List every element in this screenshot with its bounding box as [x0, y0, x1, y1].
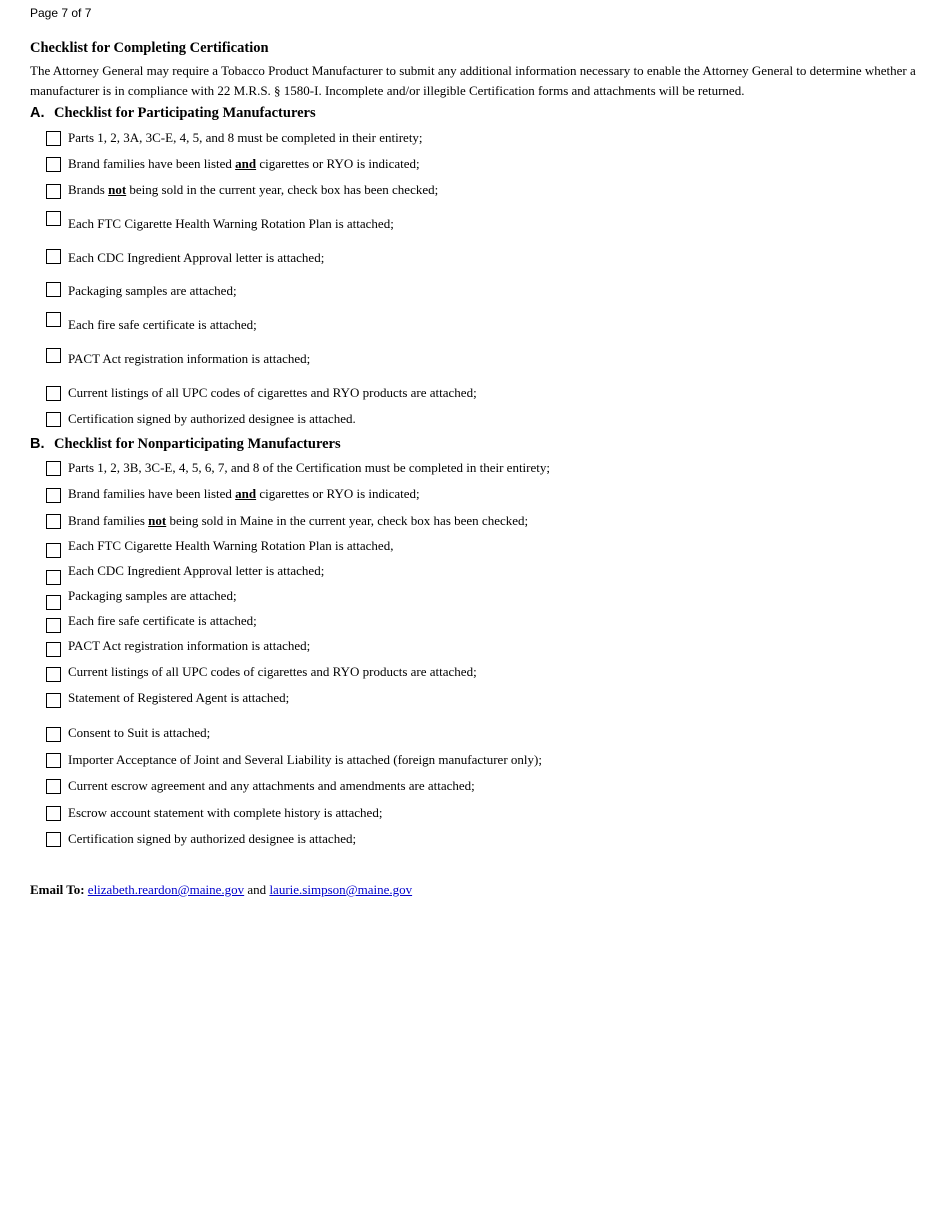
- checklist-item-label: Current listings of all UPC codes of cigarettes and RYO products are attached;: [68, 385, 477, 400]
- checklist-item-label: Packaging samples are attached;: [68, 588, 237, 603]
- checkbox[interactable]: [46, 543, 61, 558]
- checkbox[interactable]: [46, 642, 61, 657]
- checklist-item-label: [68, 156, 420, 172]
- section-b-title: Checklist for Nonparticipating Manufacturers: [54, 436, 341, 452]
- checklist-item-label: PACT Act registration information is attached;: [68, 638, 311, 653]
- label-part: Brands: [68, 182, 109, 197]
- checklist-item-label: Certification signed by authorized designee is attached;: [68, 831, 357, 846]
- checkbox[interactable]: [46, 595, 61, 610]
- checklist-item-label: Current listings of all UPC codes of cigarettes and RYO products are attached;: [68, 664, 477, 679]
- checkbox[interactable]: [46, 184, 61, 199]
- checklist-item-label: Current escrow agreement and any attachments and amendments are attached;: [68, 778, 475, 793]
- section-b-heading: [30, 436, 341, 453]
- checkbox[interactable]: [46, 514, 61, 529]
- email-label: Email To:: [30, 882, 85, 897]
- emphasis-word: and: [235, 486, 257, 501]
- checkbox[interactable]: [46, 348, 61, 363]
- emphasis-word: and: [235, 156, 257, 171]
- section-a-letter: A.: [30, 105, 45, 121]
- checkbox[interactable]: [46, 618, 61, 633]
- checklist-item-label: Packaging samples are attached;: [68, 283, 237, 298]
- section-a-title: Checklist for Participating Manufacturers: [54, 105, 316, 121]
- checkbox[interactable]: [46, 157, 61, 172]
- emphasis-word: not: [148, 513, 167, 528]
- section-a-heading: [30, 105, 316, 122]
- checklist-item-label: Parts 1, 2, 3A, 3C-E, 4, 5, and 8 must be completed in their entirety;: [68, 130, 423, 145]
- email-link-simpson[interactable]: laurie.simpson@maine.gov: [269, 882, 413, 897]
- checkbox[interactable]: [46, 211, 61, 226]
- checkbox[interactable]: [46, 412, 61, 427]
- checklist-item-label: Importer Acceptance of Joint and Several Liability is attached (foreign manufacturer only);: [68, 752, 542, 767]
- checkbox[interactable]: [46, 312, 61, 327]
- label-part: being sold in the current year, check box has been checked;: [126, 182, 439, 197]
- checkbox[interactable]: [46, 727, 61, 742]
- checklist-item-label: Escrow account statement with complete history is attached;: [68, 805, 383, 820]
- checklist-item-label: [68, 486, 420, 502]
- email-line: [30, 882, 412, 898]
- email-link-reardon[interactable]: elizabeth.reardon@maine.gov: [87, 882, 245, 897]
- checklist-item-label: Each fire safe certificate is attached;: [68, 317, 257, 332]
- checklist-item-label: Consent to Suit is attached;: [68, 725, 211, 740]
- checkbox[interactable]: [46, 570, 61, 585]
- checklist-item-label: PACT Act registration information is attached;: [68, 351, 311, 366]
- checkbox[interactable]: [46, 282, 61, 297]
- checklist-item-label: Each FTC Cigarette Health Warning Rotation Plan is attached;: [68, 216, 394, 231]
- checkbox[interactable]: [46, 461, 61, 476]
- checkbox[interactable]: [46, 249, 61, 264]
- checkbox[interactable]: [46, 131, 61, 146]
- checkbox[interactable]: [46, 806, 61, 821]
- checklist-item-label: Statement of Registered Agent is attached;: [68, 690, 290, 705]
- checkbox[interactable]: [46, 753, 61, 768]
- label-part: Brand families have been listed: [68, 156, 236, 171]
- checkbox[interactable]: [46, 488, 61, 503]
- page-title: Checklist for Completing Certification: [30, 40, 269, 56]
- label-part: Brand families: [68, 513, 149, 528]
- label-part: being sold in Maine in the current year, check box has been checked;: [166, 513, 529, 528]
- checklist-item-label: Parts 1, 2, 3B, 3C-E, 4, 5, 6, 7, and 8 of the Certification must be completed in their entirety;: [68, 460, 550, 475]
- checkbox[interactable]: [46, 693, 61, 708]
- checklist-item-label: Each CDC Ingredient Approval letter is attached;: [68, 563, 325, 578]
- checkbox[interactable]: [46, 832, 61, 847]
- checklist-item-label: [68, 182, 438, 198]
- label-part: cigarettes or RYO is indicated;: [256, 156, 420, 171]
- checklist-item-label: Each fire safe certificate is attached;: [68, 613, 257, 628]
- checkbox[interactable]: [46, 667, 61, 682]
- page-number: Page 7 of 7: [30, 6, 92, 20]
- checklist-item-label: Certification signed by authorized designee is attached.: [68, 411, 356, 426]
- label-part: cigarettes or RYO is indicated;: [256, 486, 420, 501]
- intro-paragraph: The Attorney General may require a Tobacco Product Manufacturer to submit any additional information necessary to enable the Attorney General to determine whether a manufacturer is in compliance with 22 M.R.S. § 1580-I. Incomplete and/or illegible Certification forms and attachments will be returned.: [30, 63, 916, 98]
- email-joiner: and: [247, 882, 267, 897]
- emphasis-word: not: [108, 182, 127, 197]
- checklist-item-label: [68, 513, 528, 529]
- checklist-item-label: Each FTC Cigarette Health Warning Rotation Plan is attached,: [68, 538, 394, 553]
- label-part: Brand families have been listed: [68, 486, 236, 501]
- checkbox[interactable]: [46, 779, 61, 794]
- checklist-item-label: Each CDC Ingredient Approval letter is attached;: [68, 250, 325, 265]
- section-b-letter: B.: [30, 436, 45, 452]
- checkbox[interactable]: [46, 386, 61, 401]
